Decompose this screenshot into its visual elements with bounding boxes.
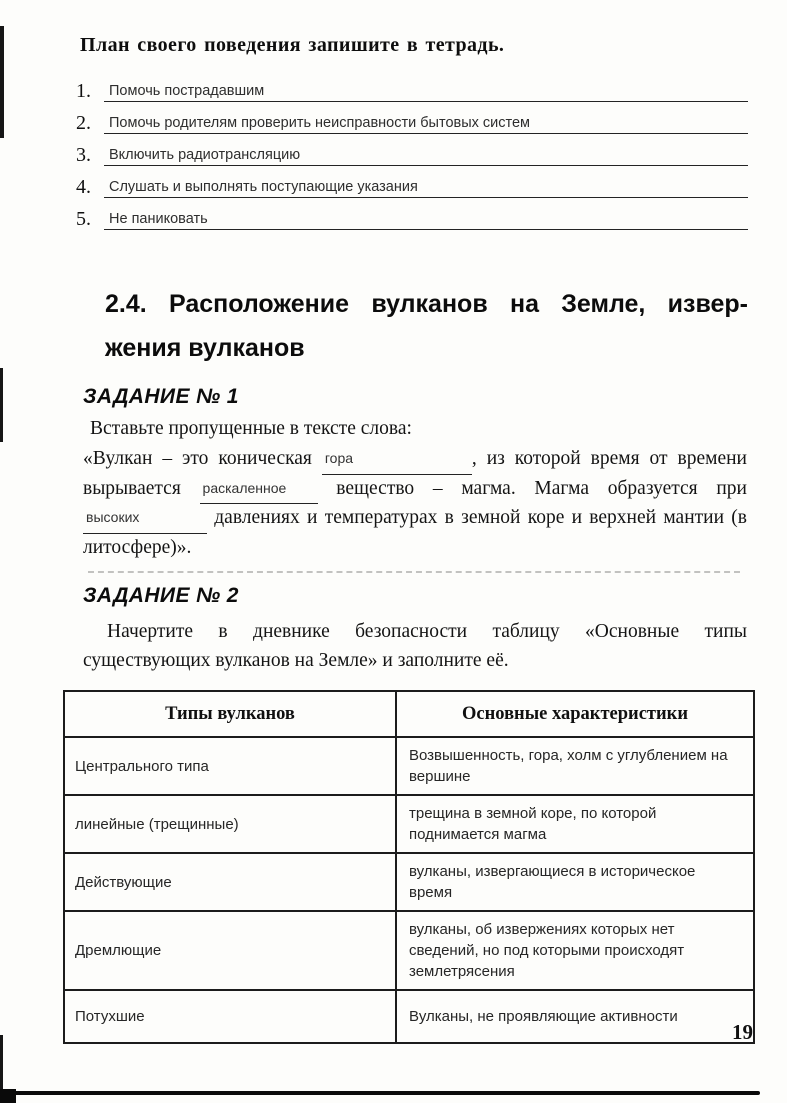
plan-heading: План своего поведения запишите в тетрадь. [80, 34, 505, 56]
cell-characteristics: Вулканы, не проявляющие активности [396, 990, 754, 1043]
scan-artifact-left-1 [0, 26, 4, 138]
cell-volcano-type: линейные (трещинные) [64, 795, 396, 853]
plan-item-number: 3. [76, 144, 91, 166]
section-title-line2: жения вулканов [105, 334, 305, 362]
cell-characteristics: вулканы, извергающиеся в историческое время [396, 853, 754, 911]
plan-item [76, 134, 748, 166]
table-row [64, 795, 754, 853]
plan-item-number: 4. [76, 176, 91, 198]
section-title-line1: 2.4. Расположение вулканов на Земле, извер- [105, 290, 748, 318]
task1-heading: ЗАДАНИЕ № 1 [83, 385, 239, 408]
table-row [64, 737, 754, 795]
handwritten-answer: Помочь родителям проверить неисправности бытовых систем [109, 115, 531, 131]
plan-item [76, 166, 748, 198]
task2-heading: ЗАДАНИЕ № 2 [83, 584, 239, 607]
plan-item-number: 5. [76, 208, 91, 230]
handwritten-answer: Включить радиотрансляцию [109, 147, 301, 163]
handwritten-answer: Не паниковать [109, 211, 208, 227]
table-header-characteristics: Основные характеристики [396, 691, 754, 737]
plan-item-number: 1. [76, 80, 91, 102]
handwritten-answer: раскаленное [202, 479, 287, 496]
scan-artifact-left-2 [0, 368, 3, 442]
fill-blank-2 [200, 475, 318, 505]
table-row [64, 990, 754, 1043]
plan-list [76, 70, 748, 230]
handwritten-answer: высоких [86, 509, 140, 525]
cell-characteristics: Возвышенность, гора, холм с углублением на вершине [396, 737, 754, 795]
plan-item [76, 70, 748, 102]
task1-intro: Вставьте пропущенные в тексте слова: [90, 418, 412, 439]
cell-volcano-type: Центрального типа [64, 737, 396, 795]
volcano-table [63, 690, 755, 1044]
page-number: 19 [732, 1020, 753, 1044]
fill-blank-3 [83, 504, 207, 534]
cell-volcano-type: Действующие [64, 853, 396, 911]
task1-text [83, 445, 747, 562]
task2-intro: Начертите в дневнике безопасности таблицу «Основные типы существующих вулканов на Земле» и заполните её. [83, 621, 747, 671]
answer-line [104, 134, 748, 166]
cell-characteristics: вулканы, об извержениях которых нет сведений, но под которыми происходят землетрясения [396, 911, 754, 990]
table-row [64, 911, 754, 990]
scan-artifact-bottom-line [8, 1091, 760, 1095]
handwritten-answer: Слушать и выполнять поступающие указания [109, 179, 418, 195]
answer-line [104, 102, 748, 134]
cell-volcano-type: Потухшие [64, 990, 396, 1043]
plan-item-number: 2. [76, 112, 91, 134]
text-segment: «Вулкан – это коническая [83, 448, 322, 469]
table-header-row [64, 691, 754, 737]
handwritten-answer: Помочь пострадавшим [109, 83, 265, 99]
answer-line [104, 70, 748, 102]
answer-line [104, 166, 748, 198]
table-header-types: Типы вулканов [64, 691, 396, 737]
scan-artifact-dashes [88, 571, 740, 573]
plan-item [76, 102, 748, 134]
scan-artifact-corner [0, 1089, 16, 1103]
fill-blank-1 [322, 445, 472, 475]
cell-volcano-type: Дремлющие [64, 911, 396, 990]
text-segment: вещество – магма. Магма образуется при [317, 477, 747, 499]
table-row [64, 853, 754, 911]
text-segment: давлениях и температурах в земной коре и верхней мантии (в литосфере)». [83, 507, 747, 558]
plan-item [76, 198, 748, 230]
handwritten-answer: гора [324, 450, 354, 466]
answer-line [104, 198, 748, 230]
text-segment: , из которой время от времени вырывается [83, 448, 747, 499]
scan-artifact-left-3 [0, 1035, 3, 1093]
section-title [105, 282, 748, 370]
cell-characteristics: трещина в земной коре, по которой поднимается магма [396, 795, 754, 853]
